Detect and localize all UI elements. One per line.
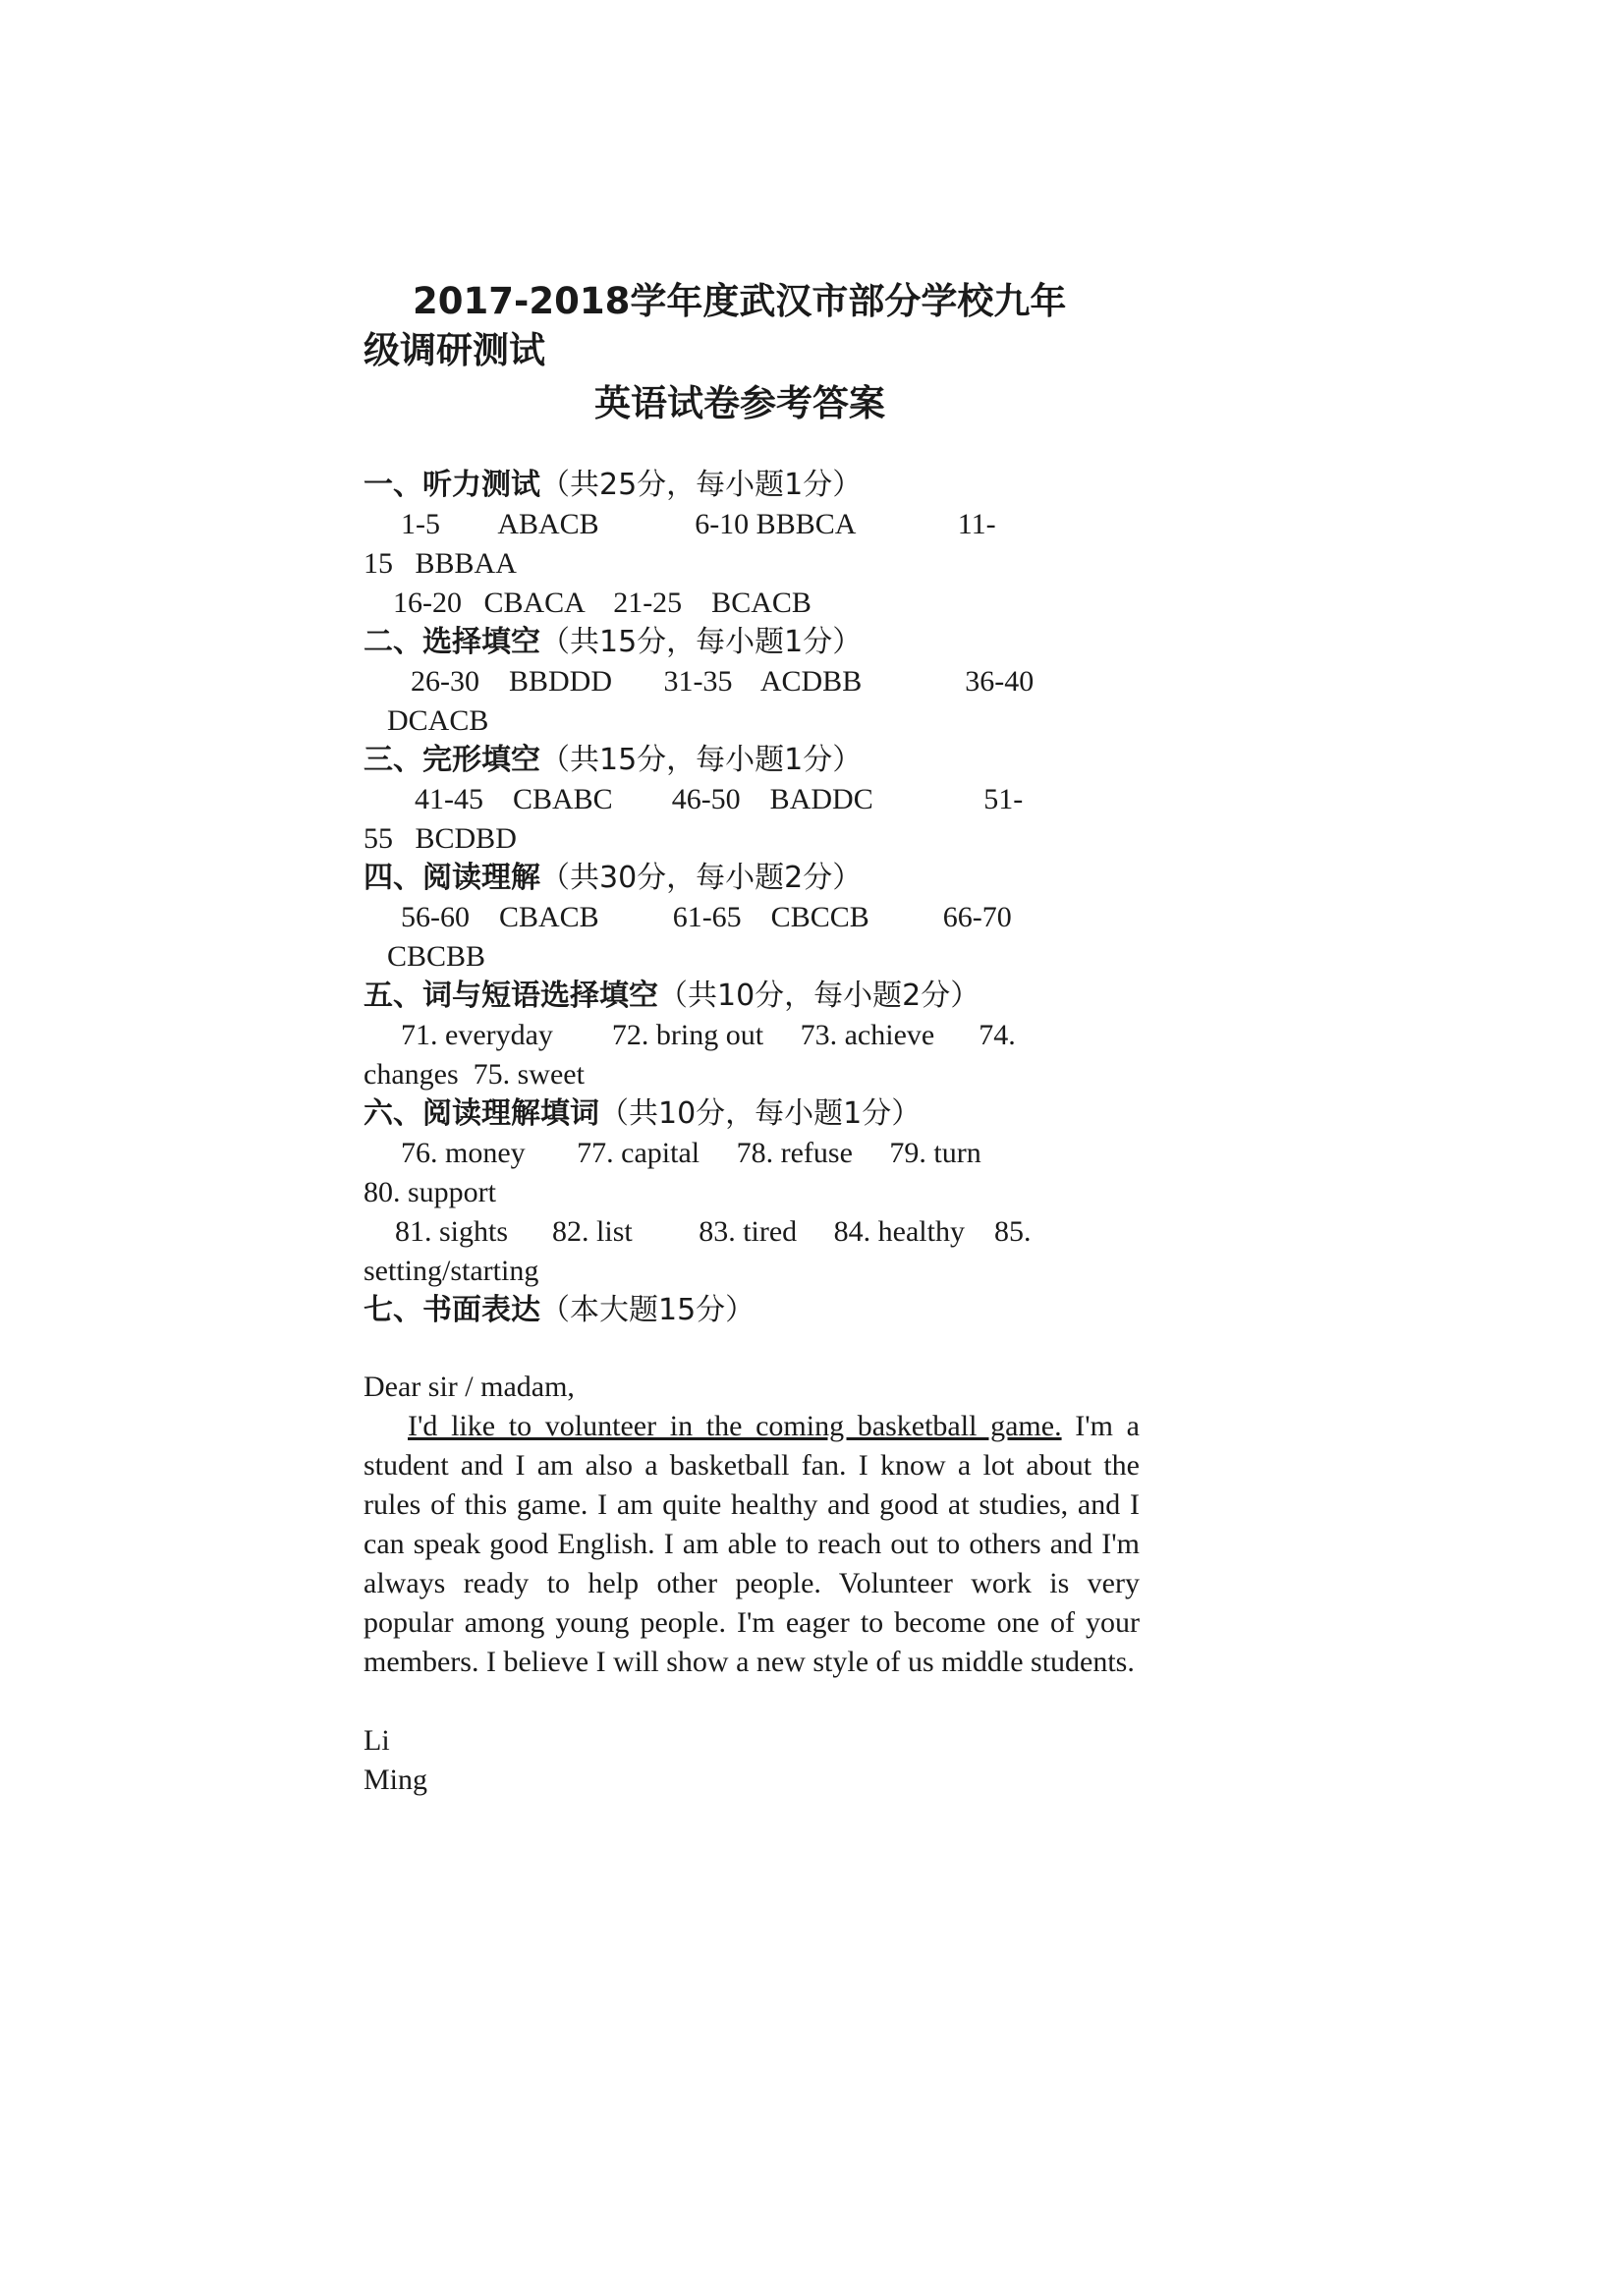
title-line-2: 级调研测试 <box>364 329 545 371</box>
section-head: 一、听力测试 <box>364 468 540 502</box>
section-title <box>364 859 1140 898</box>
section-note: （共30分，每小题2分） <box>540 861 863 895</box>
title-line-3: 英语试卷参考答案 <box>594 382 885 424</box>
section-reading-fill <box>364 1094 1140 1291</box>
answer-rows <box>364 780 1140 859</box>
section-note: （共10分，每小题2分） <box>658 979 980 1013</box>
section-head: 五、词与短语选择填空 <box>364 979 658 1013</box>
answer-row: 16-20 CBACA 21-25 BCACB <box>393 587 812 619</box>
answer-row: 56-60 CBACB 61-65 CBCCB 66-70 <box>401 901 1012 933</box>
answer-row: 80. support <box>364 1176 496 1208</box>
answer-rows <box>364 505 1140 623</box>
section-title <box>364 1094 1140 1134</box>
section-note: （共15分，每小题1分） <box>540 743 863 777</box>
section-writing <box>364 1291 1140 1330</box>
answer-row: 15 BBBAA <box>364 547 517 580</box>
answer-key-page <box>364 277 1140 1800</box>
answer-row: 41-45 CBABC 46-50 BADDC 51- <box>415 783 1024 815</box>
letter-body-text: I'm a student and I am also a basketball fan. I know a lot about the rules of this game. I am quite healthy and good at studies, and I can speak good English. I am able to reach out to others and I'm always ready to help other people. Volunteer work is very popular among young people. I'm eager to become one of your members. I believe I will show a new style of us middle students. <box>364 1410 1140 1678</box>
section-note: （共15分，每小题1分） <box>540 625 863 659</box>
answer-row: 26-30 BBDDD 31-35 ACDBB 36-40 <box>411 665 1035 698</box>
section-title <box>364 977 1140 1016</box>
section-note: （本大题15分） <box>540 1293 756 1327</box>
letter-signature-second: Ming <box>364 1764 428 1796</box>
sample-letter <box>364 1368 1140 1800</box>
section-listening <box>364 466 1140 623</box>
answer-row: changes 75. sweet <box>364 1058 585 1091</box>
answer-rows <box>364 1016 1140 1094</box>
section-cloze <box>364 741 1140 859</box>
section-multiple-choice <box>364 623 1140 741</box>
answer-row: 55 BCDBD <box>364 822 517 855</box>
answer-row: setting/starting <box>364 1255 539 1287</box>
section-head: 六、阅读理解填词 <box>364 1096 599 1131</box>
answer-row: 81. sights 82. list 83. tired 84. healthy 85. <box>395 1215 1032 1248</box>
section-title <box>364 741 1140 780</box>
letter-first-sentence: I'd like to volunteer in the coming basketball game. <box>408 1410 1062 1442</box>
answer-rows <box>364 662 1140 741</box>
answer-row: 1-5 ABACB 6-10 BBBCA 11- <box>401 508 996 540</box>
section-head: 二、选择填空 <box>364 625 540 659</box>
answer-rows <box>364 1134 1140 1291</box>
section-title <box>364 466 1140 505</box>
section-note: （共10分，每小题1分） <box>599 1096 922 1131</box>
section-title <box>364 623 1140 662</box>
section-note: （共25分，每小题1分） <box>540 468 863 502</box>
section-title <box>364 1291 1140 1330</box>
section-head: 七、书面表达 <box>364 1293 540 1327</box>
section-head: 四、阅读理解 <box>364 861 540 895</box>
answer-row: DCACB <box>387 704 489 737</box>
answer-row: CBCBB <box>387 940 486 973</box>
answer-rows <box>364 898 1140 977</box>
letter-salutation: Dear sir / madam, <box>364 1371 575 1403</box>
title-line-1: 2017-2018学年度武汉市部分学校九年 <box>413 280 1067 322</box>
letter-body <box>364 1407 1140 1682</box>
answer-row: 71. everyday 72. bring out 73. achieve 74. <box>401 1019 1016 1051</box>
section-head: 三、完形填空 <box>364 743 540 777</box>
answer-row: 76. money 77. capital 78. refuse 79. turn <box>401 1137 981 1169</box>
letter-signature-first: Li <box>364 1724 390 1757</box>
section-word-phrase <box>364 977 1140 1094</box>
section-reading <box>364 859 1140 977</box>
